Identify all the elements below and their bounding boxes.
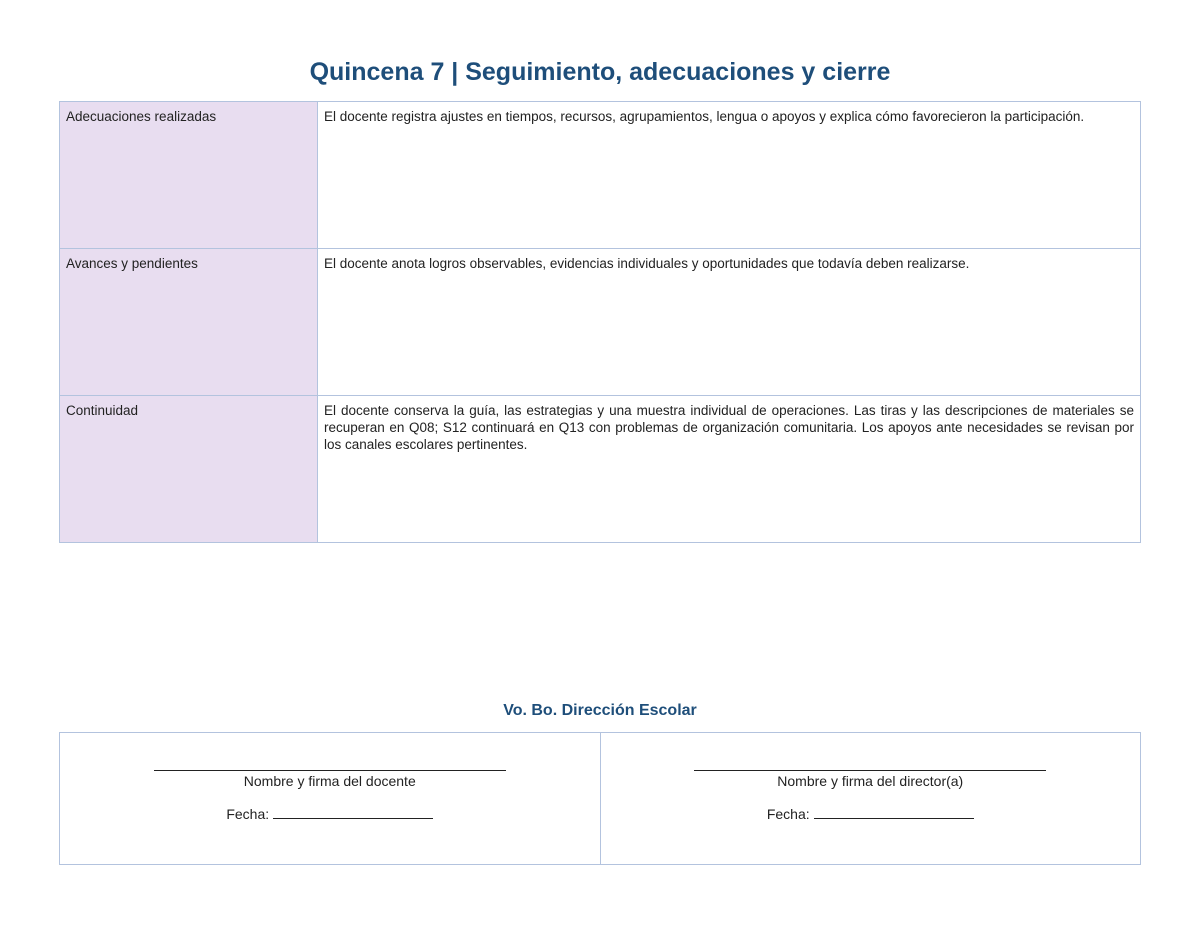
- table-row: [60, 249, 1141, 396]
- teacher-signature-cell: [60, 733, 601, 865]
- signature-table: [59, 732, 1141, 865]
- director-date: [601, 806, 1141, 822]
- teacher-signature-label: Nombre y firma del docente: [243, 773, 416, 789]
- director-signature-line[interactable]: [694, 770, 1046, 771]
- director-date-label: Fecha:: [766, 806, 810, 822]
- director-signature-cell: [600, 733, 1141, 865]
- table-row: [60, 396, 1141, 543]
- row-label-adecuaciones: Adecuaciones realizadas: [60, 102, 318, 249]
- director-date-blank[interactable]: [814, 806, 974, 819]
- row-content-adecuaciones: El docente registra ajustes en tiempos, recursos, agrupamientos, lengua o apoyos y explica cómo favorecieron la participación.: [318, 102, 1141, 249]
- teacher-date-label: Fecha:: [226, 806, 270, 822]
- follow-up-table: [59, 101, 1141, 543]
- page-title: Quincena 7 | Seguimiento, adecuaciones y cierre: [309, 58, 891, 86]
- teacher-signature-line[interactable]: [154, 770, 506, 771]
- approval-heading: Vo. Bo. Dirección Escolar: [503, 702, 697, 719]
- row-label-continuidad: Continuidad: [60, 396, 318, 543]
- teacher-date-blank[interactable]: [273, 806, 433, 819]
- table-row: [60, 102, 1141, 249]
- row-content-continuidad: El docente conserva la guía, las estrategias y una muestra individual de operaciones. Las tiras y las descripciones de materiales se recuperan en Q08; S12 continuará en Q13 con problemas de organización comunitaria. Los apoyos ante necesidades se revisan por los canales escolares pertinentes.: [318, 396, 1141, 543]
- director-signature-label: Nombre y firma del director(a): [777, 773, 964, 789]
- teacher-date: [60, 806, 600, 822]
- row-content-avances: El docente anota logros observables, evidencias individuales y oportunidades que todavía deben realizarse.: [318, 249, 1141, 396]
- row-label-avances: Avances y pendientes: [60, 249, 318, 396]
